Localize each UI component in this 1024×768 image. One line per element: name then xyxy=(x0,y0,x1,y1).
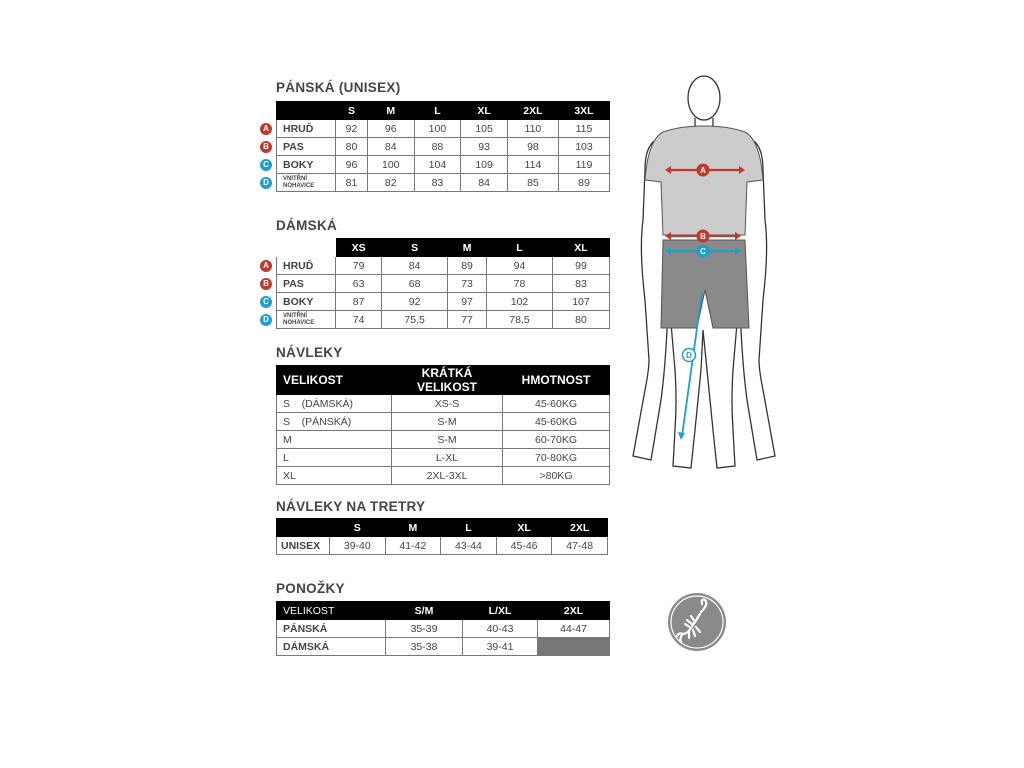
cell: 110 xyxy=(507,120,558,138)
cell: XL xyxy=(277,467,392,485)
socks-header: L/XL xyxy=(463,602,538,620)
cell: 103 xyxy=(558,138,609,156)
table-row xyxy=(277,620,610,638)
mens-size-header: 2XL xyxy=(507,102,558,120)
table-row xyxy=(277,257,610,275)
table-row xyxy=(277,156,610,174)
cell: 98 xyxy=(507,138,558,156)
cell: 93 xyxy=(461,138,508,156)
cell: 45-60KG xyxy=(503,395,610,413)
socks-header: 2XL xyxy=(538,602,610,620)
table-row xyxy=(277,311,610,329)
badge-b: B xyxy=(260,141,272,153)
cell: 40-43 xyxy=(463,620,538,638)
cell: 85 xyxy=(507,174,558,192)
cell: L xyxy=(277,449,392,467)
badge-c: C xyxy=(260,159,272,171)
cell: 35-38 xyxy=(386,638,463,656)
cell: XS-S xyxy=(392,395,503,413)
table-row xyxy=(277,449,610,467)
cell: 45-60KG xyxy=(503,413,610,431)
row-label: DÁMSKÁ xyxy=(277,638,386,656)
cell: 92 xyxy=(336,120,368,138)
cell: 73 xyxy=(448,275,487,293)
socks-title: PONOŽKY xyxy=(276,581,345,596)
womens-size-table xyxy=(276,238,610,329)
sleeves-header: VELIKOST xyxy=(277,366,392,395)
table-row xyxy=(277,174,610,192)
marker-b-label: B xyxy=(700,232,706,241)
cell: M xyxy=(277,431,392,449)
shoecovers-size-header: S xyxy=(330,519,386,537)
cell: 96 xyxy=(336,156,368,174)
cell: 104 xyxy=(414,156,461,174)
cell: 102 xyxy=(487,293,553,311)
cell: 80 xyxy=(336,138,368,156)
sleeves-title: NÁVLEKY xyxy=(276,345,343,360)
cell: 77 xyxy=(448,311,487,329)
badge-c: C xyxy=(260,296,272,308)
cell: 100 xyxy=(414,120,461,138)
sleeves-header: HMOTNOST xyxy=(503,366,610,395)
cell: 100 xyxy=(367,156,414,174)
table-row xyxy=(277,537,608,555)
sleeves-table xyxy=(276,365,610,485)
cell: 99 xyxy=(552,257,609,275)
row-label: BOKY xyxy=(277,156,336,174)
cell: 84 xyxy=(367,138,414,156)
cell: 105 xyxy=(461,120,508,138)
shoecovers-size-header: 2XL xyxy=(552,519,608,537)
womens-corner xyxy=(277,239,336,257)
cell: 83 xyxy=(414,174,461,192)
table-row xyxy=(277,638,610,656)
cell: 45-46 xyxy=(496,537,552,555)
cell: 79 xyxy=(336,257,382,275)
cell: 43-44 xyxy=(441,537,497,555)
womens-size-header: L xyxy=(487,239,553,257)
table-row xyxy=(277,138,610,156)
row-label: VNITŘNÍ NOHAVICE xyxy=(277,174,336,192)
marker-c-label: C xyxy=(700,247,706,256)
cell: 35-39 xyxy=(386,620,463,638)
badge-d: D xyxy=(260,177,272,189)
cell: 68 xyxy=(382,275,448,293)
table-row xyxy=(277,120,610,138)
socks-header: VELIKOST xyxy=(277,602,386,620)
shirt xyxy=(645,126,763,235)
cell: 60-70KG xyxy=(503,431,610,449)
mens-size-header: S xyxy=(336,102,368,120)
cell: 70-80KG xyxy=(503,449,610,467)
cell: 47-48 xyxy=(552,537,608,555)
shoecovers-corner xyxy=(277,519,330,537)
cell: 89 xyxy=(448,257,487,275)
socks-table xyxy=(276,601,610,656)
cell: 92 xyxy=(382,293,448,311)
row-label: HRUĎ xyxy=(277,257,336,275)
badge-b: B xyxy=(260,278,272,290)
row-label: BOKY xyxy=(277,293,336,311)
badge-a: A xyxy=(260,123,272,135)
cell: 84 xyxy=(382,257,448,275)
shoecovers-size-header: M xyxy=(385,519,441,537)
cell: L-XL xyxy=(392,449,503,467)
shoecovers-table xyxy=(276,518,608,555)
row-label: HRUĎ xyxy=(277,120,336,138)
table-row xyxy=(277,275,610,293)
shoecovers-size-header: L xyxy=(441,519,497,537)
cell: 94 xyxy=(487,257,553,275)
cell: 41-42 xyxy=(385,537,441,555)
sleeves-header: KRÁTKÁ VELIKOST xyxy=(392,366,503,395)
row-label: PÁNSKÁ xyxy=(277,620,386,638)
cell: 107 xyxy=(552,293,609,311)
badge-d: D xyxy=(260,314,272,326)
cell: 114 xyxy=(507,156,558,174)
mens-size-header: XL xyxy=(461,102,508,120)
row-label: UNISEX xyxy=(277,537,330,555)
cell: 119 xyxy=(558,156,609,174)
body-figure xyxy=(625,70,785,475)
arrow xyxy=(678,432,685,440)
cell: 75,5 xyxy=(382,311,448,329)
badge-a: A xyxy=(260,260,272,272)
marker-d-label: D xyxy=(686,351,692,360)
cell: 83 xyxy=(552,275,609,293)
cell: 109 xyxy=(461,156,508,174)
cell: 2XL-3XL xyxy=(392,467,503,485)
row-label: PAS xyxy=(277,138,336,156)
cell: 82 xyxy=(367,174,414,192)
table-row xyxy=(277,431,610,449)
cell: 115 xyxy=(558,120,609,138)
table-row xyxy=(277,413,610,431)
cell: S (DÁMSKÁ) xyxy=(277,395,392,413)
womens-size-header: S xyxy=(382,239,448,257)
marker-a-label: A xyxy=(700,166,706,175)
cell: 80 xyxy=(552,311,609,329)
empty-cell xyxy=(538,638,610,656)
cell: S-M xyxy=(392,431,503,449)
mens-size-header: 3XL xyxy=(558,102,609,120)
cell: 78 xyxy=(487,275,553,293)
cell: S-M xyxy=(392,413,503,431)
row-label: VNITŘNÍ NOHAVICE xyxy=(277,311,336,329)
shoecovers-title: NÁVLEKY NA TRETRY xyxy=(276,499,426,514)
womens-title: DÁMSKÁ xyxy=(276,218,338,233)
cell: 39-40 xyxy=(330,537,386,555)
cell: 81 xyxy=(336,174,368,192)
womens-size-header: XL xyxy=(552,239,609,257)
cell: >80KG xyxy=(503,467,610,485)
womens-size-header: M xyxy=(448,239,487,257)
cell: 96 xyxy=(367,120,414,138)
mens-size-header: L xyxy=(414,102,461,120)
table-row xyxy=(277,395,610,413)
mens-corner xyxy=(277,102,336,120)
cell: 78,5 xyxy=(487,311,553,329)
cell: 88 xyxy=(414,138,461,156)
row-label: PAS xyxy=(277,275,336,293)
mens-title: PÁNSKÁ (UNISEX) xyxy=(276,80,401,95)
cell: S (PÁNSKÁ) xyxy=(277,413,392,431)
table-row xyxy=(277,467,610,485)
cell: 39-41 xyxy=(463,638,538,656)
cell: 97 xyxy=(448,293,487,311)
cell: 63 xyxy=(336,275,382,293)
shoecovers-size-header: XL xyxy=(496,519,552,537)
cell: 89 xyxy=(558,174,609,192)
mens-size-header: M xyxy=(367,102,414,120)
scorpion-icon xyxy=(667,592,727,652)
cell: 84 xyxy=(461,174,508,192)
cell: 74 xyxy=(336,311,382,329)
womens-size-header: XS xyxy=(336,239,382,257)
table-row xyxy=(277,293,610,311)
cell: 44-47 xyxy=(538,620,610,638)
cell: 87 xyxy=(336,293,382,311)
mens-size-table xyxy=(276,101,610,192)
socks-header: S/M xyxy=(386,602,463,620)
